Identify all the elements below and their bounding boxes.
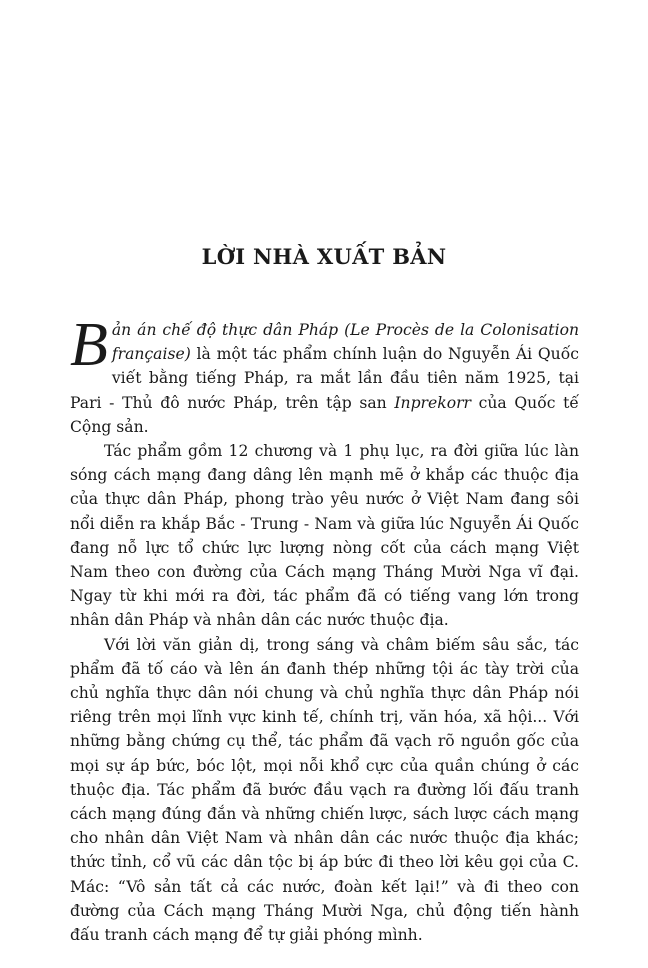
paragraph-1 [70, 311, 579, 439]
body-text [70, 311, 579, 947]
paragraph-3: Với lời văn giản dị, trong sáng và châm biếm sâu sắc, tác phẩm đã tố cáo và lên án đanh thép những tội ác tày trời của chủ nghĩa thực dân nói chung và chủ nghĩa thực dân Pháp nói riêng trên mọi lĩnh vực kinh tế, chính trị, văn hóa, xã hội... Với những bằng chứng cụ thể, tác phẩm đã vạch rõ nguồn gốc của mọi sự áp bức, bóc lột, mọi nỗi khổ cực của quần chúng ở các thuộc địa. Tác phẩm đã bước đầu vạch ra đường lối đấu tranh cách mạng đúng đắn và những chiến lược, sách lược cách mạng cho nhân dân Việt Nam và nhân dân các nước thuộc địa khác; thức tỉnh, cổ vũ các dân tộc bị áp bức đi theo lời kêu gọi của C. Mác: “Vô sản tất cả các nước, đoàn kết lại!” và đi theo con đường của Cách mạng Tháng Mười Nga, chủ động tiến hành đấu tranh cách mạng để tự giải phóng mình. [70, 635, 579, 945]
page-title: LỜI NHÀ XUẤT BẢN [201, 244, 447, 269]
paragraph-1-text-b: của Quốc tế Cộng sản. [70, 393, 579, 436]
paragraph-1-text-a: là một tác phẩm chính luận do Nguyễn Ái Quốc viết bằng tiếng Pháp, ra mắt lần đầu tiên năm 1925, tại Pari - Thủ đô nước Pháp, trên tập san [70, 345, 579, 412]
paragraph-2: Tác phẩm gồm 12 chương và 1 phụ lục, ra đời giữa lúc làn sóng cách mạng đang dâng lên mạnh mẽ ở khắp các thuộc địa của thực dân Pháp, phong trào yêu nước ở Việt Nam đang sôi nổi diễn ra khắp Bắc - Trung - Nam và giữa lúc Nguyễn Ái Quốc đang nỗ lực tổ chức lực lượng nòng cốt của cách mạng Việt Nam theo con đường của Cách mạng Tháng Mười Nga vĩ đại. Ngay từ khi mới ra đời, tác phẩm đã có tiếng vang lớn trong nhân dân Pháp và nhân dân các nước thuộc địa. [70, 442, 579, 630]
journal-name-italic: Inprekorr [394, 393, 471, 412]
drop-cap: B [70, 311, 108, 379]
book-title-italic: ản án chế độ thực dân Pháp (Le Procès de la Colonisation française) [111, 321, 579, 364]
